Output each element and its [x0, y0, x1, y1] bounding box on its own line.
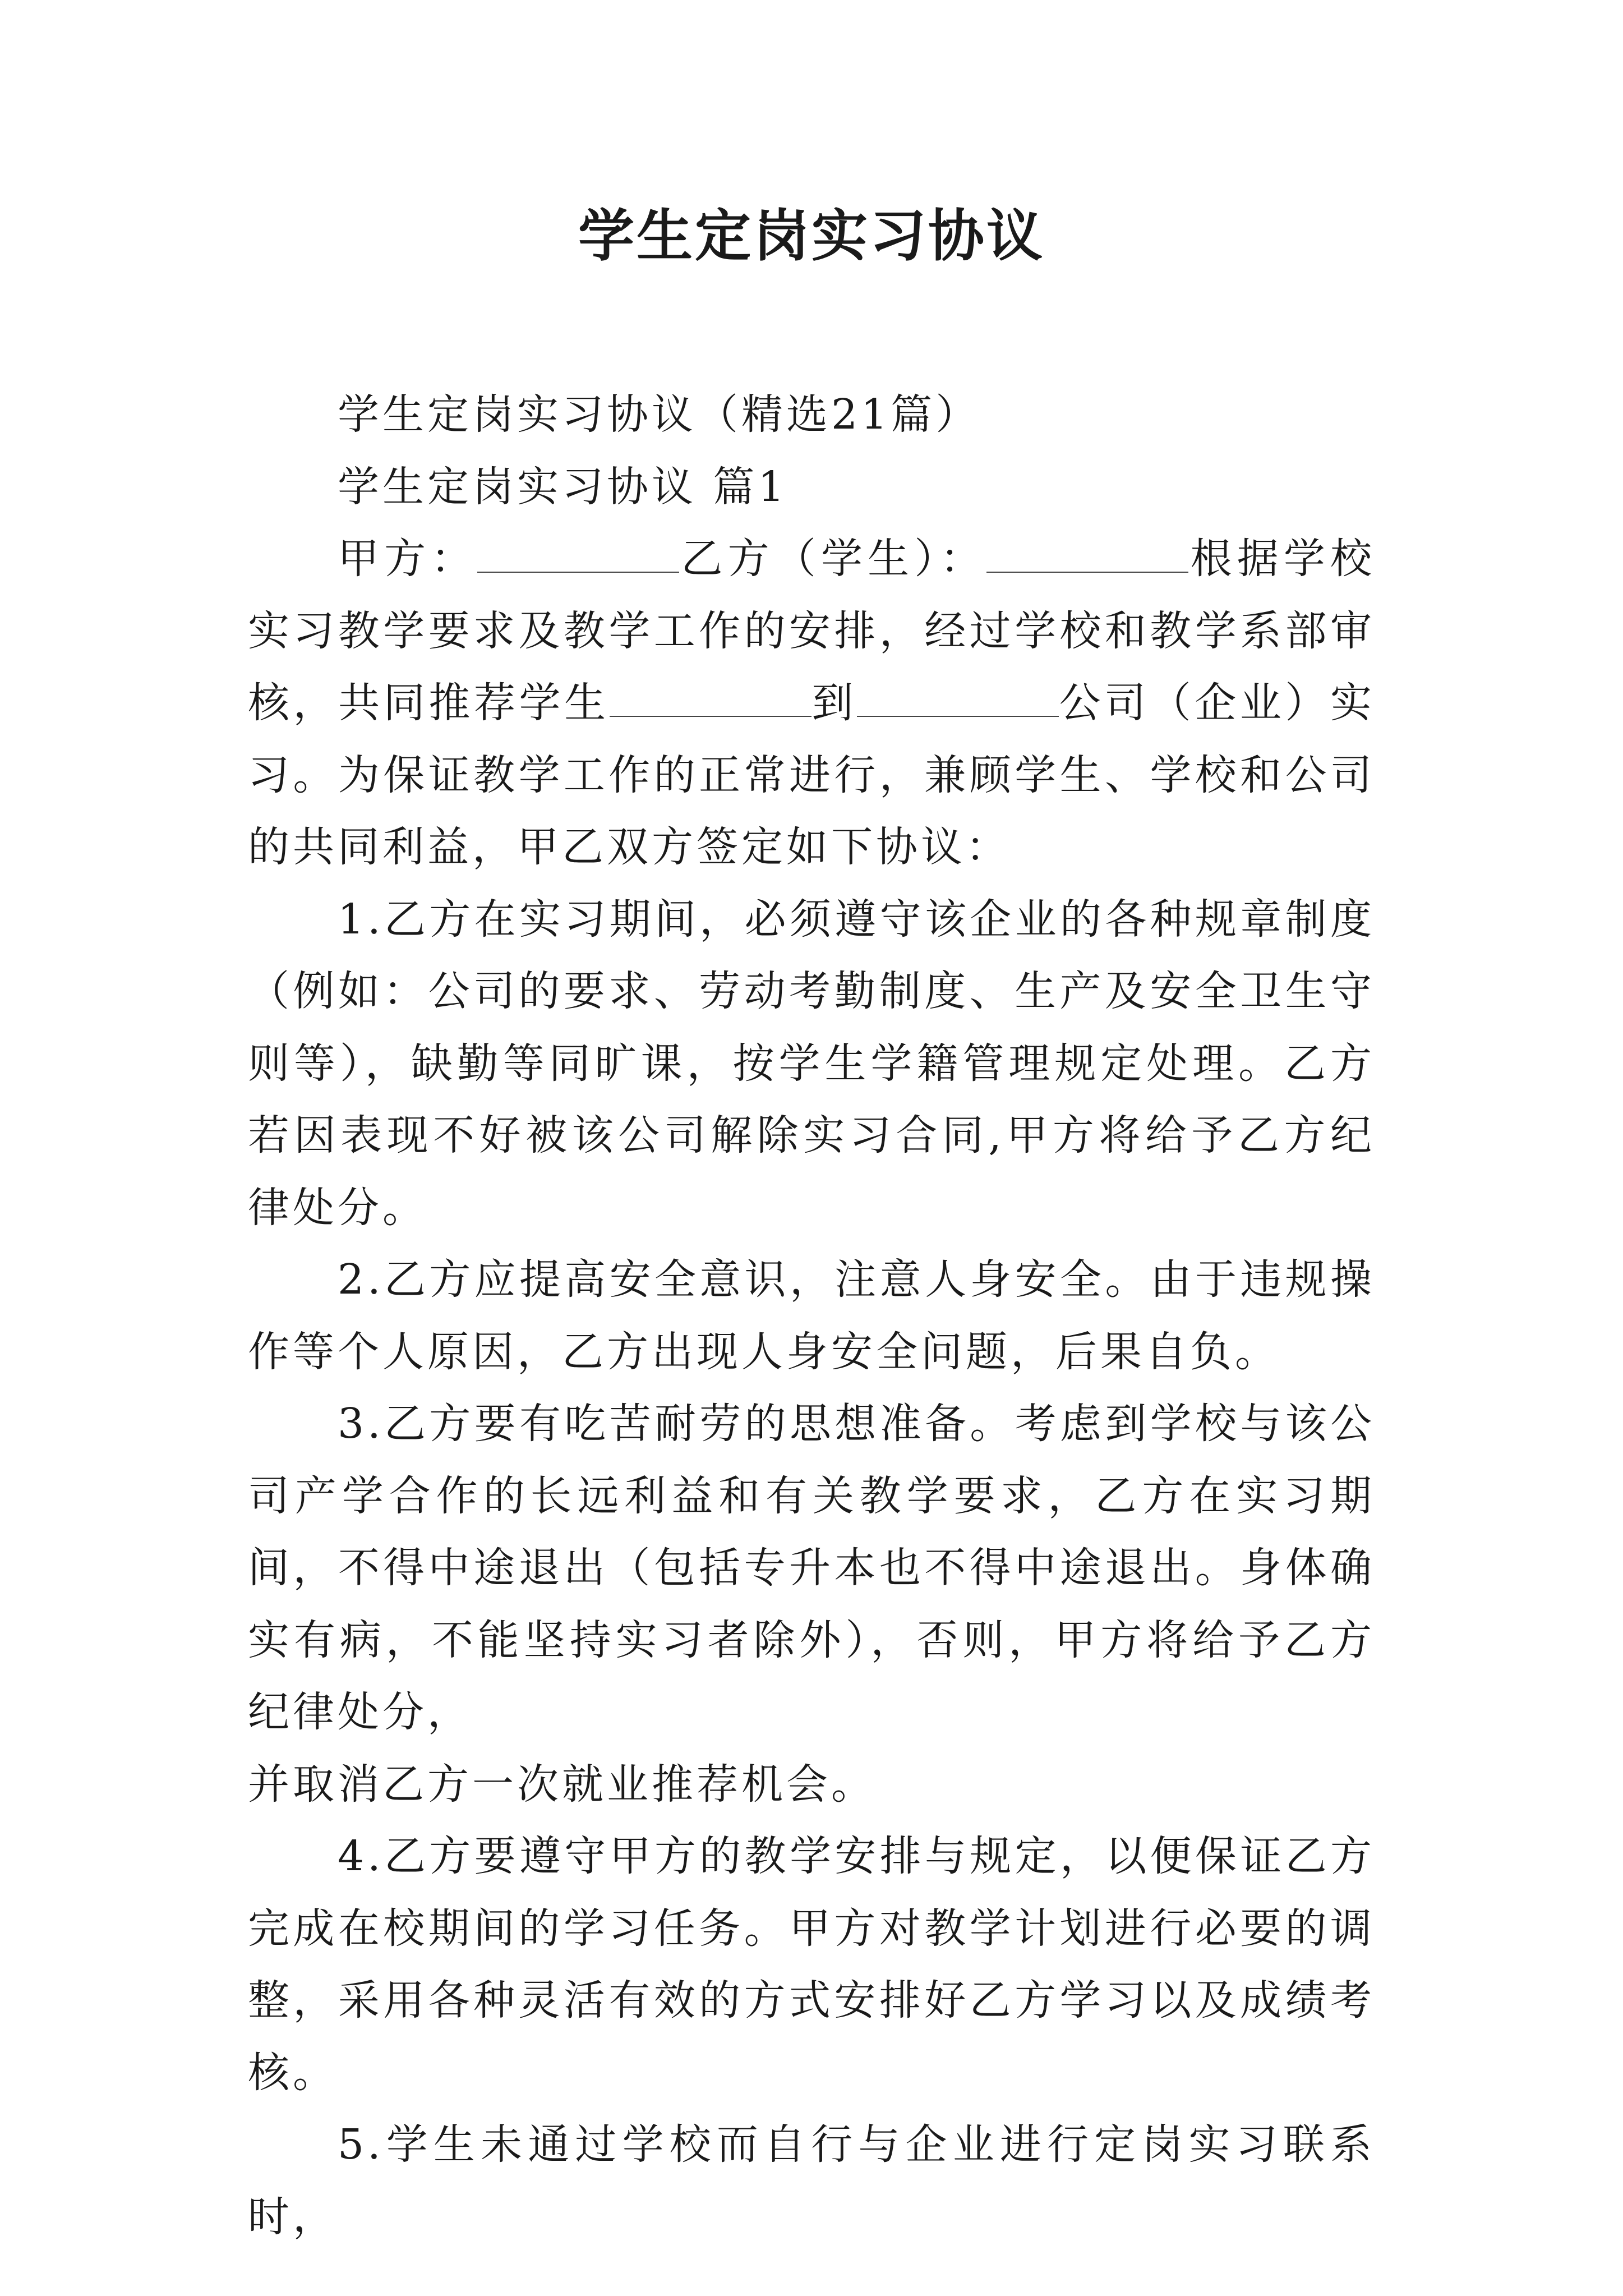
document-title: 学生定岗实习协议	[578, 203, 1045, 269]
clause-1: 1.乙方在实习期间，必须遵守该企业的各种规章制度（例如：公司的要求、劳动考勤制度、生产及安全卫生守则等），缺勤等同旷课，按学生学籍管理规定处理。乙方若因表现不好被该公司解除实习合同,甲方将给予乙方纪律处分。	[248, 895, 1375, 1232]
clause-4: 4.乙方要遵守甲方的教学安排与规定，以便保证乙方完成在校期间的学习任务。甲方对教学计划进行必要的调整，采用各种灵活有效的方式安排好乙方学习以及成绩考核。	[248, 1832, 1375, 2097]
company-blank	[857, 681, 1059, 717]
section-heading: 学生定岗实习协议 篇1	[338, 462, 788, 511]
document-body	[248, 379, 1375, 2253]
clause-3	[248, 1388, 1375, 1820]
party-b-blank	[986, 537, 1188, 573]
clause-2: 2.乙方应提高安全意识，注意人身安全。由于违规操作等个人原因，乙方出现人身安全问题，后果自负。	[248, 1255, 1375, 1376]
parties-paragraph	[248, 523, 1375, 884]
clause-3-continuation: 并取消乙方一次就业推荐机会。	[248, 1760, 876, 1809]
intro-text: 根据学校实习教学要求及教学工作的安排，经过学校和教学系部审核，共同推荐学生	[248, 535, 1376, 727]
to-text: 到	[811, 679, 857, 727]
company-text: 公司（企业）实习。为保证教学工作的正常进行，兼顾学生、学校和公司的共同利益，甲乙双方签定如下协议：	[248, 679, 1376, 871]
party-a-blank	[477, 537, 679, 573]
party-a-label: 甲方：	[338, 535, 478, 583]
student-blank	[610, 681, 811, 717]
clause-5: 5.学生未通过学校而自行与企业进行定岗实习联系时，	[248, 2120, 1375, 2241]
document-subtitle: 学生定岗实习协议（精选21篇）	[338, 390, 981, 439]
party-b-label: 乙方（学生）：	[679, 535, 987, 583]
clause-3-text: 3.乙方要有吃苦耐劳的思想准备。考虑到学校与该公司产学合作的长远利益和有关教学要求，乙方在实习期间，不得中途退出（包括专升本也不得中途退出。身体确实有病，不能坚持实习者除外），否则，甲方将给予乙方纪律处分，	[248, 1400, 1375, 1736]
